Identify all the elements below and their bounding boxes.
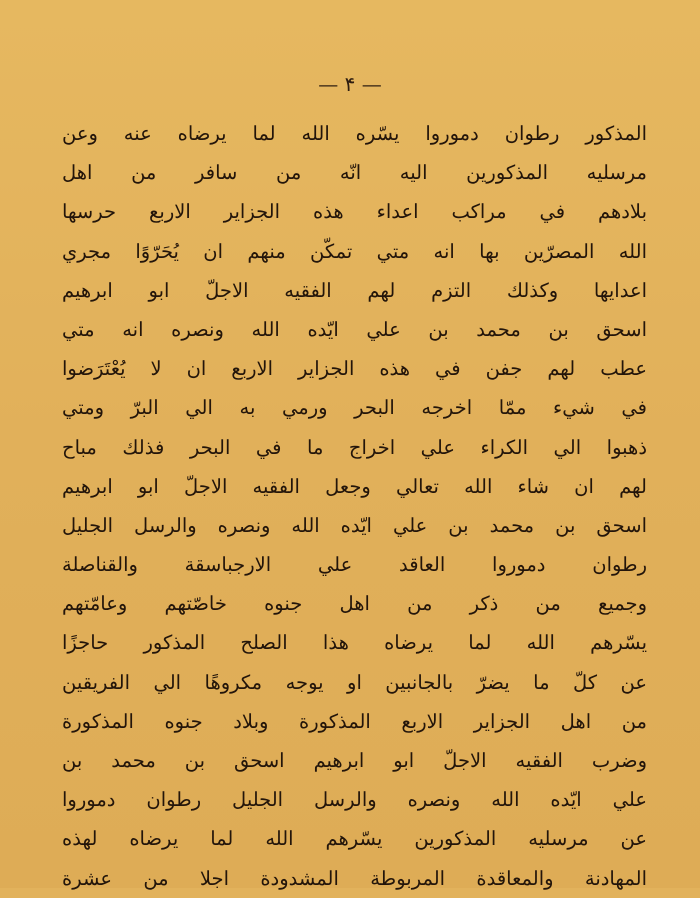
body-text <box>62 114 647 898</box>
text-line: اعدايها وكذلك التزم لهم الفقيه الاجلّ ابو ابرهيم <box>62 278 647 302</box>
text-line: اسحق بن محمد بن علي ايّده الله ونصره والرسل الجليل <box>62 513 647 537</box>
text-line: الله المصرّين بها انه متي تمكّن منهم ان يُحَرّوًا مجري <box>62 239 647 263</box>
text-line: رطوان دموروا العاقد علي الارجباسقة والقناصلة <box>62 553 647 577</box>
text-line: اسحق بن محمد بن علي ايّده الله ونصره انه متي <box>62 317 647 341</box>
text-line: يسّرهم الله لما يرضاه هذا الصلح المذكور حاجزًا <box>62 631 647 655</box>
text-line: من اهل الجزاير الاربع المذكورة وبلاد جنوه المذكورة <box>62 709 647 733</box>
text-line: عن كلّ ما يضرّ بالجانبين او يوجه مكروهًا الي الفريقين <box>62 670 647 694</box>
text-line: عن مرسليه المذكورين يسّرهم الله لما يرضاه لهذه <box>62 827 647 851</box>
text-line: وجميع من ذكر من اهل جنوه خاصّتهم وعامّتهم <box>62 592 647 616</box>
text-line: ذهبوا الي الكراء علي اخراج ما في البحر فذلك مباح <box>62 435 647 459</box>
page-number: — ۴ — <box>318 72 382 96</box>
text-line: علي ايّده الله ونصره والرسل الجليل رطوان دموروا <box>62 788 647 812</box>
text-line: وضرب الفقيه الاجلّ ابو ابرهيم اسحق بن محمد بن <box>62 749 647 772</box>
text-line: مرسليه المذكورين اليه انّه من سافر من اهل <box>62 161 647 185</box>
text-line: عطب لهم جفن في هذه الجزاير الاربع ان لا يُعْتَرَضوا <box>62 357 647 381</box>
text-line: لهم ان شاء الله تعالي وجعل الفقيه الاجلّ ابو ابرهيم <box>62 474 647 498</box>
text-line: في شيء ممّا اخرجه البحر ورمي به الي البرّ ومتي <box>62 396 647 420</box>
text-line: بلادهم في مراكب اعداء هذه الجزاير الاربع حرسها <box>62 200 647 224</box>
text-line: المهادنة والمعاقدة المربوطة المشدودة اجلا من عشرة <box>62 866 647 890</box>
text-line: المذكور رطوان دموروا يسّره الله لما يرضاه عنه وعن <box>62 122 647 145</box>
